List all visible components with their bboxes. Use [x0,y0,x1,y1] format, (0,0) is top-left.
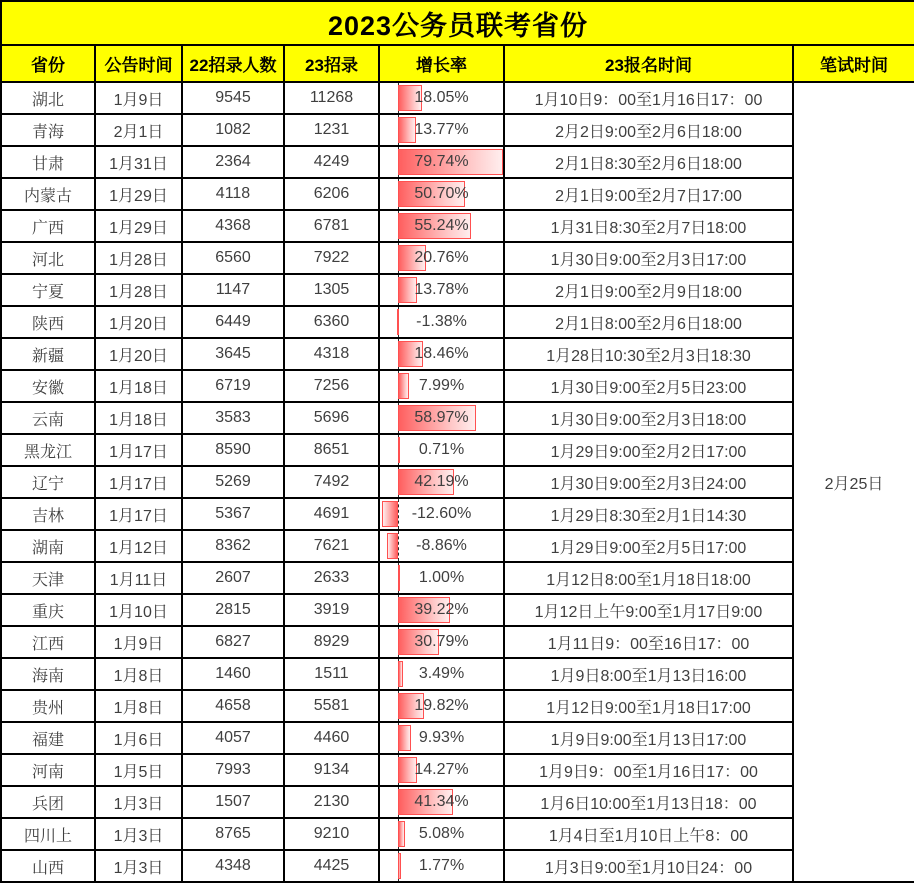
cell-signup-time: 1月31日8:30至2月7日18:00 [504,210,793,242]
cell-province: 广西 [1,210,95,242]
cell-growth-rate [379,210,504,242]
cell-province: 河北 [1,242,95,274]
cell-recruit-2023: 4249 [284,146,379,178]
cell-growth-rate [379,434,504,466]
table-row [1,402,914,434]
cell-recruit-2023: 7922 [284,242,379,274]
table-row [1,82,914,114]
table-row [1,594,914,626]
cell-growth-rate [379,242,504,274]
growth-rate-value: 30.79% [414,633,469,650]
cell-recruit-2023: 6206 [284,178,379,210]
growth-rate-value: 9.93% [418,729,465,746]
cell-recruit-2023: 7256 [284,370,379,402]
cell-announce-date: 1月17日 [95,466,182,498]
cell-province: 新疆 [1,338,95,370]
cell-recruit-2023: 2130 [284,786,379,818]
cell-province: 陕西 [1,306,95,338]
cell-province: 天津 [1,562,95,594]
cell-signup-time: 1月29日9:00至2月2日17:00 [504,434,793,466]
title-row [1,1,914,45]
cell-growth-rate [379,530,504,562]
growth-rate-value: 14.27% [414,761,469,778]
cell-province: 安徽 [1,370,95,402]
cell-signup-time: 1月12日上午9:00至1月17日9:00 [504,594,793,626]
growth-rate-value: 20.76% [414,249,469,266]
cell-signup-time: 1月4日至1月10日上午8：00 [504,818,793,850]
growth-rate-value: 19.82% [414,697,469,714]
growth-rate-value: 79.74% [414,153,469,170]
cell-signup-time: 2月1日9:00至2月9日18:00 [504,274,793,306]
table-row [1,466,914,498]
table-row [1,562,914,594]
cell-growth-rate [379,690,504,722]
table-row [1,658,914,690]
databar-axis [398,499,399,529]
column-header-province: 省份 [1,45,95,82]
cell-recruit-2022: 4118 [182,178,284,210]
cell-recruit-2022: 4348 [182,850,284,882]
cell-signup-time: 1月29日8:30至2月1日14:30 [504,498,793,530]
cell-province: 江西 [1,626,95,658]
cell-announce-date: 1月28日 [95,242,182,274]
cell-signup-time: 1月28日10:30至2月3日18:30 [504,338,793,370]
growth-rate-value: 1.77% [418,857,465,874]
cell-growth-rate [379,754,504,786]
cell-recruit-2023: 1231 [284,114,379,146]
cell-recruit-2023: 9210 [284,818,379,850]
growth-rate-value: 58.97% [414,409,469,426]
table-row [1,178,914,210]
table-row [1,146,914,178]
table-row [1,338,914,370]
cell-province: 重庆 [1,594,95,626]
cell-recruit-2023: 9134 [284,754,379,786]
growth-databar-positive [398,821,405,847]
column-header-announce-date: 公告时间 [95,45,182,82]
table-row [1,434,914,466]
cell-signup-time: 1月30日9:00至2月5日23:00 [504,370,793,402]
table-row [1,114,914,146]
cell-growth-rate [379,722,504,754]
column-header-signup-time: 23报名时间 [504,45,793,82]
growth-rate-value: 55.24% [414,217,469,234]
cell-growth-rate [379,146,504,178]
cell-signup-time: 1月12日9:00至1月18日17:00 [504,690,793,722]
cell-province: 四川上 [1,818,95,850]
cell-recruit-2022: 8362 [182,530,284,562]
cell-recruit-2023: 11268 [284,82,379,114]
cell-announce-date: 1月8日 [95,690,182,722]
growth-rate-value: 39.22% [414,601,469,618]
cell-announce-date: 1月3日 [95,818,182,850]
cell-announce-date: 1月20日 [95,338,182,370]
cell-province: 福建 [1,722,95,754]
growth-databar-positive [398,661,403,687]
cell-growth-rate [379,562,504,594]
cell-recruit-2022: 1082 [182,114,284,146]
cell-recruit-2022: 7993 [182,754,284,786]
cell-growth-rate [379,626,504,658]
cell-recruit-2022: 1460 [182,658,284,690]
cell-recruit-2022: 6719 [182,370,284,402]
cell-recruit-2023: 1511 [284,658,379,690]
cell-growth-rate [379,818,504,850]
table-row [1,626,914,658]
column-header-recruit-2023: 23招录 [284,45,379,82]
table-row [1,210,914,242]
page-title: 2023公务员联考省份 [1,1,914,45]
table-row [1,818,914,850]
cell-announce-date: 1月29日 [95,178,182,210]
growth-databar-positive [398,373,408,399]
cell-announce-date: 1月9日 [95,82,182,114]
table-row [1,786,914,818]
cell-signup-time: 1月30日9:00至2月3日18:00 [504,402,793,434]
column-header-growth-rate: 增长率 [379,45,504,82]
cell-signup-time: 1月29日9:00至2月5日17:00 [504,530,793,562]
cell-announce-date: 1月17日 [95,434,182,466]
header-row [1,45,914,82]
cell-recruit-2022: 8590 [182,434,284,466]
cell-recruit-2022: 8765 [182,818,284,850]
growth-databar-positive [398,853,400,879]
table-row [1,722,914,754]
cell-recruit-2023: 8929 [284,626,379,658]
cell-signup-time: 1月3日9:00至1月10日24：00 [504,850,793,882]
cell-province: 湖南 [1,530,95,562]
cell-recruit-2023: 1305 [284,274,379,306]
cell-growth-rate [379,402,504,434]
cell-recruit-2022: 4368 [182,210,284,242]
growth-rate-value: 42.19% [414,473,469,490]
growth-databar-negative [382,501,399,527]
cell-province: 贵州 [1,690,95,722]
cell-recruit-2023: 5696 [284,402,379,434]
cell-growth-rate [379,594,504,626]
cell-announce-date: 1月20日 [95,306,182,338]
growth-rate-value: 0.71% [418,441,465,458]
cell-announce-date: 1月6日 [95,722,182,754]
cell-province: 山西 [1,850,95,882]
cell-signup-time: 1月10日9：00至1月16日17：00 [504,82,793,114]
column-header-exam-time: 笔试时间 [793,45,914,82]
cell-signup-time: 2月1日8:30至2月6日18:00 [504,146,793,178]
cell-announce-date: 1月12日 [95,530,182,562]
cell-recruit-2022: 6449 [182,306,284,338]
cell-signup-time: 1月11日9：00至16日17：00 [504,626,793,658]
table-row [1,530,914,562]
cell-announce-date: 1月11日 [95,562,182,594]
growth-rate-value: -12.60% [411,505,472,522]
cell-signup-time: 2月1日8:00至2月6日18:00 [504,306,793,338]
table-row [1,306,914,338]
cell-recruit-2022: 2815 [182,594,284,626]
column-header-recruit-2022: 22招录人数 [182,45,284,82]
cell-recruit-2022: 2364 [182,146,284,178]
cell-province: 海南 [1,658,95,690]
cell-growth-rate [379,850,504,882]
cell-announce-date: 1月8日 [95,658,182,690]
cell-recruit-2022: 4057 [182,722,284,754]
cell-recruit-2023: 7492 [284,466,379,498]
cell-signup-time: 1月6日10:00至1月13日18：00 [504,786,793,818]
cell-growth-rate [379,114,504,146]
cell-recruit-2022: 5269 [182,466,284,498]
cell-recruit-2022: 4658 [182,690,284,722]
cell-announce-date: 1月18日 [95,402,182,434]
cell-province: 甘肃 [1,146,95,178]
table-row [1,274,914,306]
cell-growth-rate [379,338,504,370]
table-row [1,754,914,786]
cell-growth-rate [379,274,504,306]
cell-province: 辽宁 [1,466,95,498]
cell-recruit-2023: 2633 [284,562,379,594]
cell-announce-date: 1月28日 [95,274,182,306]
growth-rate-value: 13.77% [414,121,469,138]
growth-rate-value: 18.46% [414,345,469,362]
cell-recruit-2023: 5581 [284,690,379,722]
growth-rate-value: 5.08% [418,825,465,842]
databar-axis [398,531,399,561]
cell-growth-rate [379,498,504,530]
growth-rate-value: 41.34% [414,793,469,810]
cell-province: 云南 [1,402,95,434]
cell-growth-rate [379,306,504,338]
cell-announce-date: 1月31日 [95,146,182,178]
cell-province: 河南 [1,754,95,786]
growth-rate-value: 3.49% [418,665,465,682]
cell-recruit-2022: 9545 [182,82,284,114]
cell-province: 黑龙江 [1,434,95,466]
cell-announce-date: 1月17日 [95,498,182,530]
table-row [1,850,914,882]
cell-recruit-2023: 4425 [284,850,379,882]
cell-announce-date: 1月3日 [95,850,182,882]
table-row [1,498,914,530]
exam-time-merged-cell: 2月25日 [793,82,914,882]
cell-announce-date: 1月5日 [95,754,182,786]
cell-signup-time: 1月9日9:00至1月13日17:00 [504,722,793,754]
cell-recruit-2022: 5367 [182,498,284,530]
cell-announce-date: 2月1日 [95,114,182,146]
growth-databar-positive [398,565,400,591]
growth-rate-value: -1.38% [416,313,467,330]
growth-rate-value: 13.78% [414,281,469,298]
table-row [1,690,914,722]
cell-recruit-2023: 4691 [284,498,379,530]
cell-announce-date: 1月3日 [95,786,182,818]
cell-growth-rate [379,370,504,402]
cell-province: 湖北 [1,82,95,114]
cell-growth-rate [379,466,504,498]
cell-recruit-2023: 3919 [284,594,379,626]
cell-announce-date: 1月18日 [95,370,182,402]
cell-growth-rate [379,178,504,210]
cell-recruit-2023: 6360 [284,306,379,338]
cell-growth-rate [379,82,504,114]
cell-signup-time: 1月9日9：00至1月16日17：00 [504,754,793,786]
cell-province: 内蒙古 [1,178,95,210]
cell-recruit-2022: 3645 [182,338,284,370]
cell-recruit-2022: 6827 [182,626,284,658]
cell-recruit-2022: 2607 [182,562,284,594]
cell-recruit-2023: 7621 [284,530,379,562]
cell-province: 吉林 [1,498,95,530]
growth-rate-value: -8.86% [416,537,467,554]
cell-recruit-2022: 1507 [182,786,284,818]
cell-recruit-2023: 8651 [284,434,379,466]
cell-growth-rate [379,658,504,690]
cell-recruit-2022: 6560 [182,242,284,274]
cell-growth-rate [379,786,504,818]
cell-recruit-2023: 6781 [284,210,379,242]
cell-province: 兵团 [1,786,95,818]
cell-recruit-2022: 3583 [182,402,284,434]
cell-announce-date: 1月29日 [95,210,182,242]
cell-signup-time: 1月30日9:00至2月3日24:00 [504,466,793,498]
cell-recruit-2023: 4460 [284,722,379,754]
cell-signup-time: 1月12日8:00至1月18日18:00 [504,562,793,594]
cell-signup-time: 1月30日9:00至2月3日17:00 [504,242,793,274]
cell-province: 宁夏 [1,274,95,306]
table-row [1,370,914,402]
growth-rate-value: 1.00% [418,569,465,586]
cell-announce-date: 1月10日 [95,594,182,626]
growth-databar-negative [387,533,399,559]
cell-signup-time: 1月9日8:00至1月13日16:00 [504,658,793,690]
cell-province: 青海 [1,114,95,146]
growth-databar-positive [398,437,400,463]
cell-announce-date: 1月9日 [95,626,182,658]
cell-signup-time: 2月1日9:00至2月7日17:00 [504,178,793,210]
growth-databar-negative [397,309,399,335]
table-row [1,242,914,274]
growth-databar-positive [398,725,411,751]
growth-rate-value: 18.05% [414,89,469,106]
growth-rate-value: 50.70% [414,185,469,202]
growth-rate-value: 7.99% [418,377,465,394]
cell-recruit-2022: 1147 [182,274,284,306]
cell-recruit-2023: 4318 [284,338,379,370]
cell-signup-time: 2月2日9:00至2月6日18:00 [504,114,793,146]
